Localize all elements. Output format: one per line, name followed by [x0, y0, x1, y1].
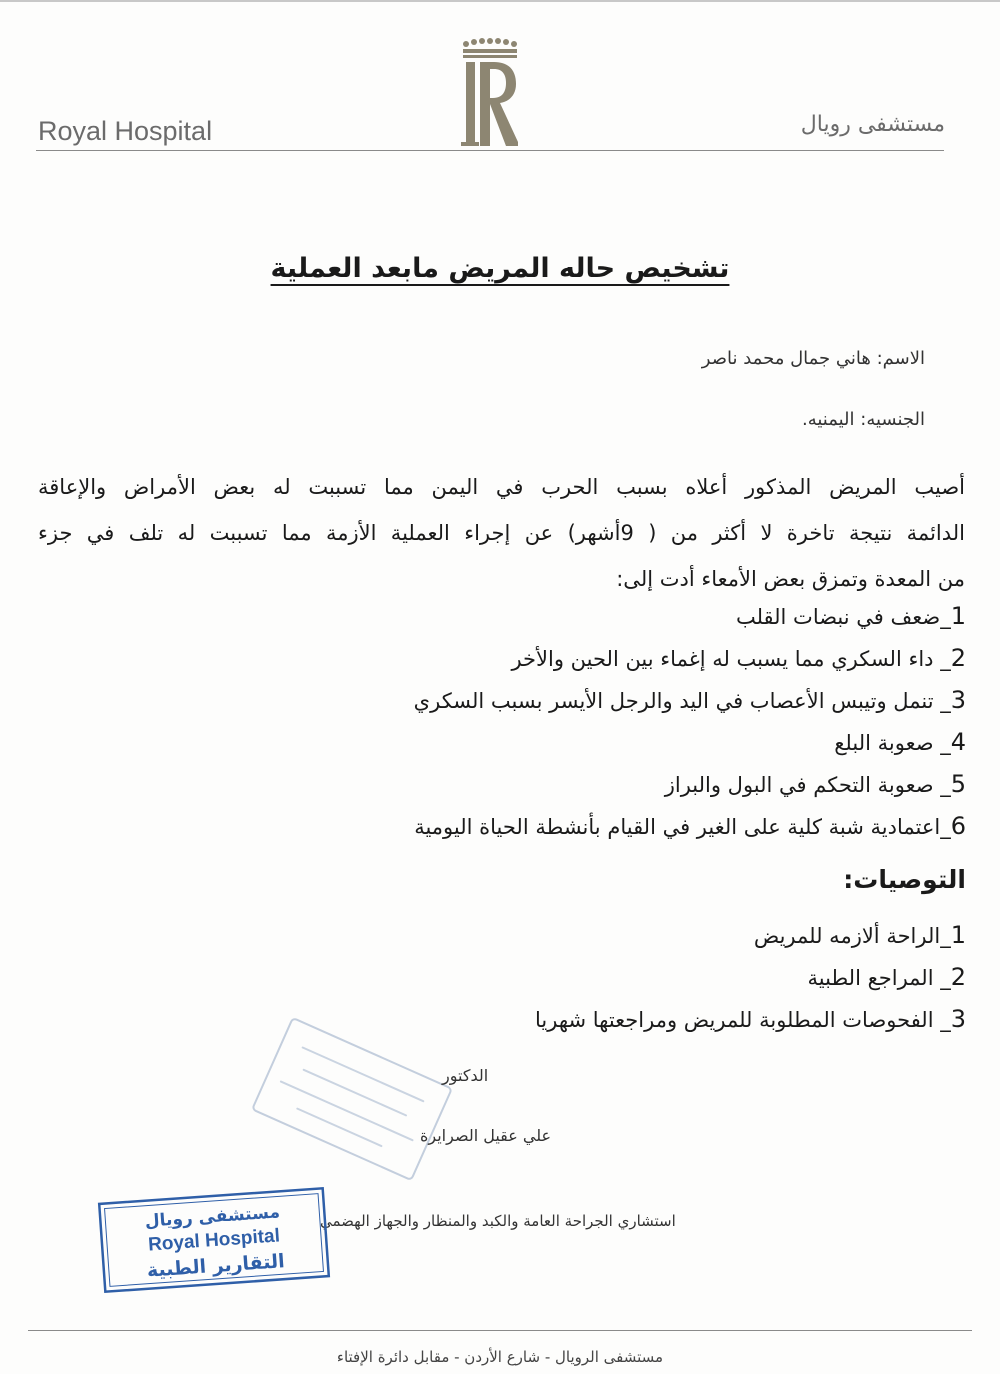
recommendation-item	[754, 921, 966, 949]
condition-text: _اعتمادية شبة كلية على الغير في القيام بأنشطة الحياة اليومية	[414, 815, 951, 839]
signature-name: علي عقيل الصرايرة	[420, 1126, 552, 1145]
condition-number: 3	[950, 686, 966, 714]
header-rule	[36, 150, 944, 151]
condition-text: _ صعوبة التحكم في البول والبراز	[664, 773, 951, 797]
faint-doctor-stamp	[248, 1014, 456, 1184]
recommendation-text: _ الفحوصات المطلوبة للمريض ومراجعتها شهريا	[534, 1008, 951, 1032]
signature-role: الدكتور	[442, 1066, 489, 1085]
condition-item	[511, 644, 966, 672]
condition-number: 5	[950, 770, 966, 798]
recommendation-text: _ المراجع الطبية	[807, 966, 951, 990]
condition-text: _ تنمل وتيبس الأعصاب في اليد والرجل الأيسر بسبب السكري	[413, 689, 951, 713]
recommendation-number: 1	[950, 921, 966, 949]
signature-title: استشاري الجراحة العامة والكبد والمنظار والجهاز الهضمي	[320, 1212, 676, 1230]
medical-reports-stamp	[97, 1186, 331, 1294]
paragraph-line-3: من المعدة وتمزق بعض الأمعاء أدت إلى:	[616, 567, 965, 591]
condition-text: _ضعف في نبضات القلب	[735, 605, 951, 629]
diagnosis-paragraph	[38, 464, 965, 602]
footer-address: مستشفى الرويال - شارع الأردن - مقابل دائرة الإفتاء	[336, 1348, 664, 1366]
hospital-name-english: Royal Hospital	[38, 116, 213, 146]
condition-text: _ صعوبة البلع	[834, 731, 951, 755]
recommendation-text: _الراحة ألازمه للمريض	[753, 924, 951, 948]
hospital-name-arabic: مستشفى رويال	[800, 112, 945, 137]
hospital-logo	[460, 38, 520, 150]
condition-item	[665, 770, 966, 798]
condition-text: _ داء السكري مما يسبب له إغماء بين الحين والأخر	[511, 647, 951, 671]
condition-item	[834, 728, 966, 756]
patient-nationality: الجنسيه: اليمنيه.	[801, 409, 925, 430]
recommendation-item	[535, 1005, 966, 1033]
document-title	[150, 253, 850, 284]
recommendation-item	[808, 963, 966, 991]
paragraph-line-1: أصيب المريض المذكور أعلاه بسبب الحرب في اليمن مما تسببت له بعض الأمراض والإعاقة	[38, 475, 965, 499]
condition-number: 6	[950, 812, 966, 840]
recommendations-heading: التوصيات:	[843, 865, 966, 894]
document-title-text: تشخيص حاله المريض مابعد العملية	[270, 253, 730, 284]
condition-number: 1	[950, 602, 966, 630]
patient-name: الاسم: هاني جمال محمد ناصر	[701, 348, 925, 369]
condition-number: 4	[950, 728, 966, 756]
stamp-line-2: Royal Hospital	[147, 1225, 281, 1256]
condition-number: 2	[950, 644, 966, 672]
condition-item	[736, 602, 966, 630]
paragraph-line-2: الدائمة نتيجة تاخرة لا أكثر من ( 9أشهر) عن إجراء العملية الأزمة مما تسببت له تلف في جزء	[38, 521, 965, 545]
footer-rule	[28, 1330, 972, 1331]
condition-item	[414, 686, 966, 714]
recommendation-number: 2	[950, 963, 966, 991]
stamp-line-1: مستشفى رويال	[144, 1202, 281, 1232]
scan-edge	[0, 0, 1000, 2]
stamp-line-3: التقارير الطبية	[146, 1250, 286, 1282]
recommendation-number: 3	[950, 1005, 966, 1033]
condition-item	[414, 812, 966, 840]
